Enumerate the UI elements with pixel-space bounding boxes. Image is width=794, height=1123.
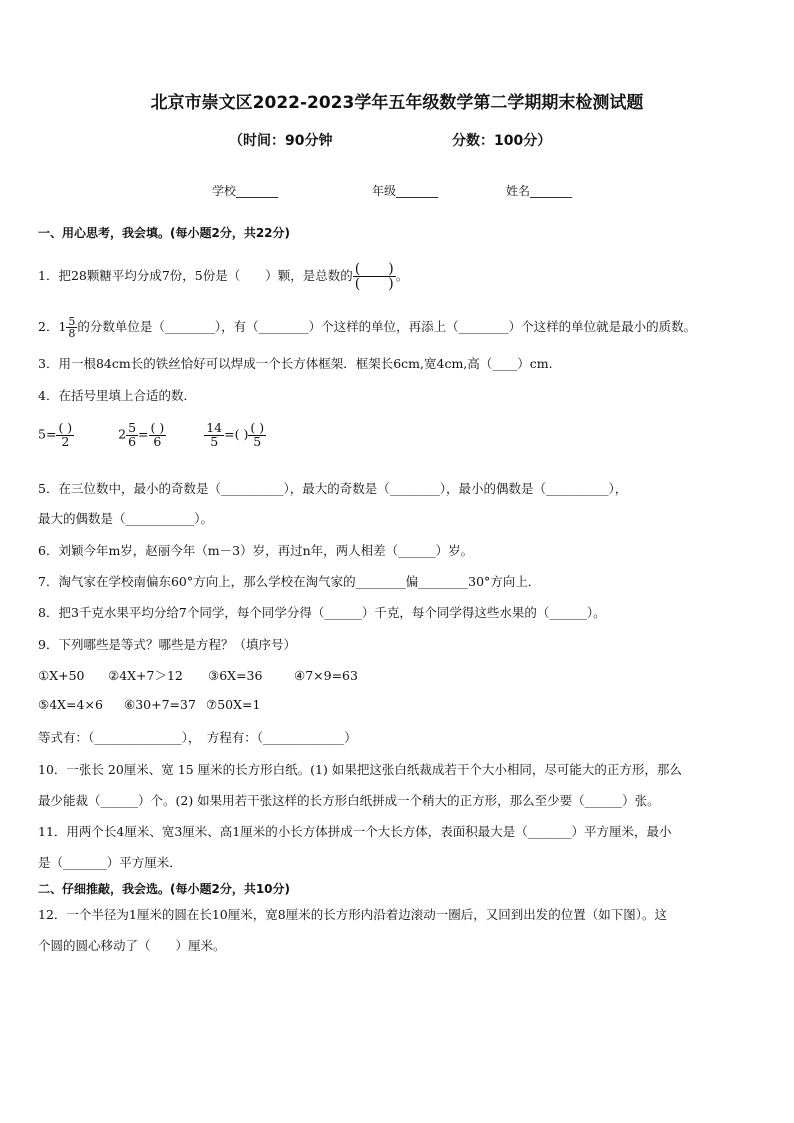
- q9-option: ⑤4X=4×6: [38, 697, 103, 712]
- question-2-text: 的分数单位是（________），有（________）个这样的单位，再添上（________）个这样的单位就是最小的质数。: [77, 319, 697, 334]
- question-6: 6．刘颖今年m岁，赵丽今年（m－3）岁，再过n年，两人相差（______）岁。: [38, 543, 474, 558]
- q9-option: ⑥30+7=37: [124, 697, 196, 712]
- q4b-whole: 2: [118, 426, 127, 442]
- question-1: [38, 262, 408, 291]
- q4c-answer-numerator: ( ): [250, 420, 265, 435]
- question-1-fraction: [353, 262, 396, 291]
- question-9-answer: 等式有：（______________）， 方程有：（_____________）: [38, 730, 357, 745]
- question-4-expressions: [38, 422, 266, 448]
- question-3: 3．用一根84cm长的铁丝恰好可以焊成一个长方体框架．框架长6cm,宽4cm,高（____）cm.: [38, 356, 553, 371]
- q4a-denominator: 2: [61, 433, 70, 449]
- question-2-prefix: 2．1: [38, 319, 67, 334]
- exam-score: 分数：100分）: [452, 133, 552, 149]
- exam-time: （时间：90分钟: [229, 133, 333, 149]
- question-12-line-1: 12．一个半径为1厘米的圆在长10厘米，宽8厘米的长方形内沿着边滚动一圈后，又回到出发的位置（如下图）。这: [38, 907, 667, 922]
- q9-option: ③6X=36: [208, 668, 263, 683]
- page-title: 北京市崇文区2022-2023学年五年级数学第二学期期末检测试题: [150, 93, 644, 113]
- school-field: 学校_______: [212, 184, 279, 198]
- question-5-line-1: 5．在三位数中，最小的奇数是（__________），最大的奇数是（________），最小的偶数是（__________），: [38, 481, 628, 496]
- question-10-line-1: 10．一张长 20厘米、宽 15 厘米的长方形白纸。(1) 如果把这张白纸裁成若干个大小相同，尽可能大的正方形，那么: [38, 762, 682, 777]
- question-8: 8．把3千克水果平均分给7个同学，每个同学分得（______）千克，每个同学得这些水果的（______）。: [38, 605, 606, 620]
- question-7: 7．淘气家在学校南偏东60°方向上，那么学校在淘气家的________偏________30°方向上．: [38, 574, 541, 589]
- q4b-answer-numerator: ( ): [150, 420, 165, 435]
- q4c-denominator: 5: [210, 433, 219, 449]
- grade-field: 年级_______: [372, 184, 439, 198]
- q4b-numerator: 5: [128, 420, 137, 435]
- section-1-heading: 一、用心思考，我会填。(每小题2分，共22分): [38, 226, 291, 240]
- question-2-denominator: 8: [68, 327, 76, 340]
- q4b-answer-fraction: [149, 422, 167, 448]
- q4c-answer-denominator: 5: [253, 433, 262, 449]
- q4a-numerator: ( ): [58, 420, 73, 435]
- q9-option: ①X+50: [38, 668, 85, 683]
- question-11-line-2: 是（_______）平方厘米．: [38, 855, 182, 870]
- question-1-text: 1．把28颗糖平均分成7份，5份是（ ）颗，是总数的: [38, 268, 353, 283]
- question-4: 4．在括号里填上合适的数．: [38, 388, 196, 403]
- section-2-heading: 二、仔细推敲，我会选。(每小题2分，共10分): [38, 882, 291, 896]
- question-9-row-1: [38, 666, 358, 684]
- question-2-fraction: [66, 316, 77, 339]
- q4c-numerator: 14: [206, 420, 223, 435]
- question-12-line-2: 个圆的圆心移动了（ ）厘米。: [38, 938, 226, 953]
- question-5-line-2: 最大的偶数是（___________）。: [38, 511, 214, 526]
- question-10-line-2: 最少能裁（______）个。(2) 如果用若干张这样的长方形白纸拼成一个稍大的正方形，那么至少要（______）张。: [38, 793, 660, 808]
- question-2: [38, 316, 696, 339]
- q9-option: ④7×9=63: [294, 668, 358, 683]
- question-1-end: 。: [395, 268, 409, 283]
- name-field: 姓名_______: [506, 184, 573, 198]
- q9-option: ⑦50X=1: [206, 697, 261, 712]
- q4b-answer-denominator: 6: [153, 433, 162, 449]
- q9-option: ②4X+7＞12: [108, 668, 183, 683]
- question-9-row-2: [38, 697, 260, 712]
- q4c-fraction: [204, 422, 224, 448]
- q4b-equals: =: [138, 426, 149, 442]
- question-2-numerator: 5: [68, 315, 76, 328]
- q4b-fraction: [126, 422, 138, 448]
- q4c-answer-fraction: [248, 422, 266, 448]
- question-9: 9．下列哪些是等式？哪些是方程？（填序号）: [38, 637, 296, 652]
- q4a-fraction: [56, 422, 74, 448]
- q4a-left: 5=: [38, 426, 57, 442]
- question-11-line-1: 11．用两个长4厘米、宽3厘米、高1厘米的小长方体拼成一个大长方体，表面积最大是（_______）平方厘米，最小: [38, 824, 672, 839]
- question-1-numerator: ( ): [354, 261, 394, 277]
- question-1-denominator: ( ): [354, 276, 394, 292]
- q4c-equals: =( ): [224, 426, 249, 442]
- q4b-denominator: 6: [128, 433, 137, 449]
